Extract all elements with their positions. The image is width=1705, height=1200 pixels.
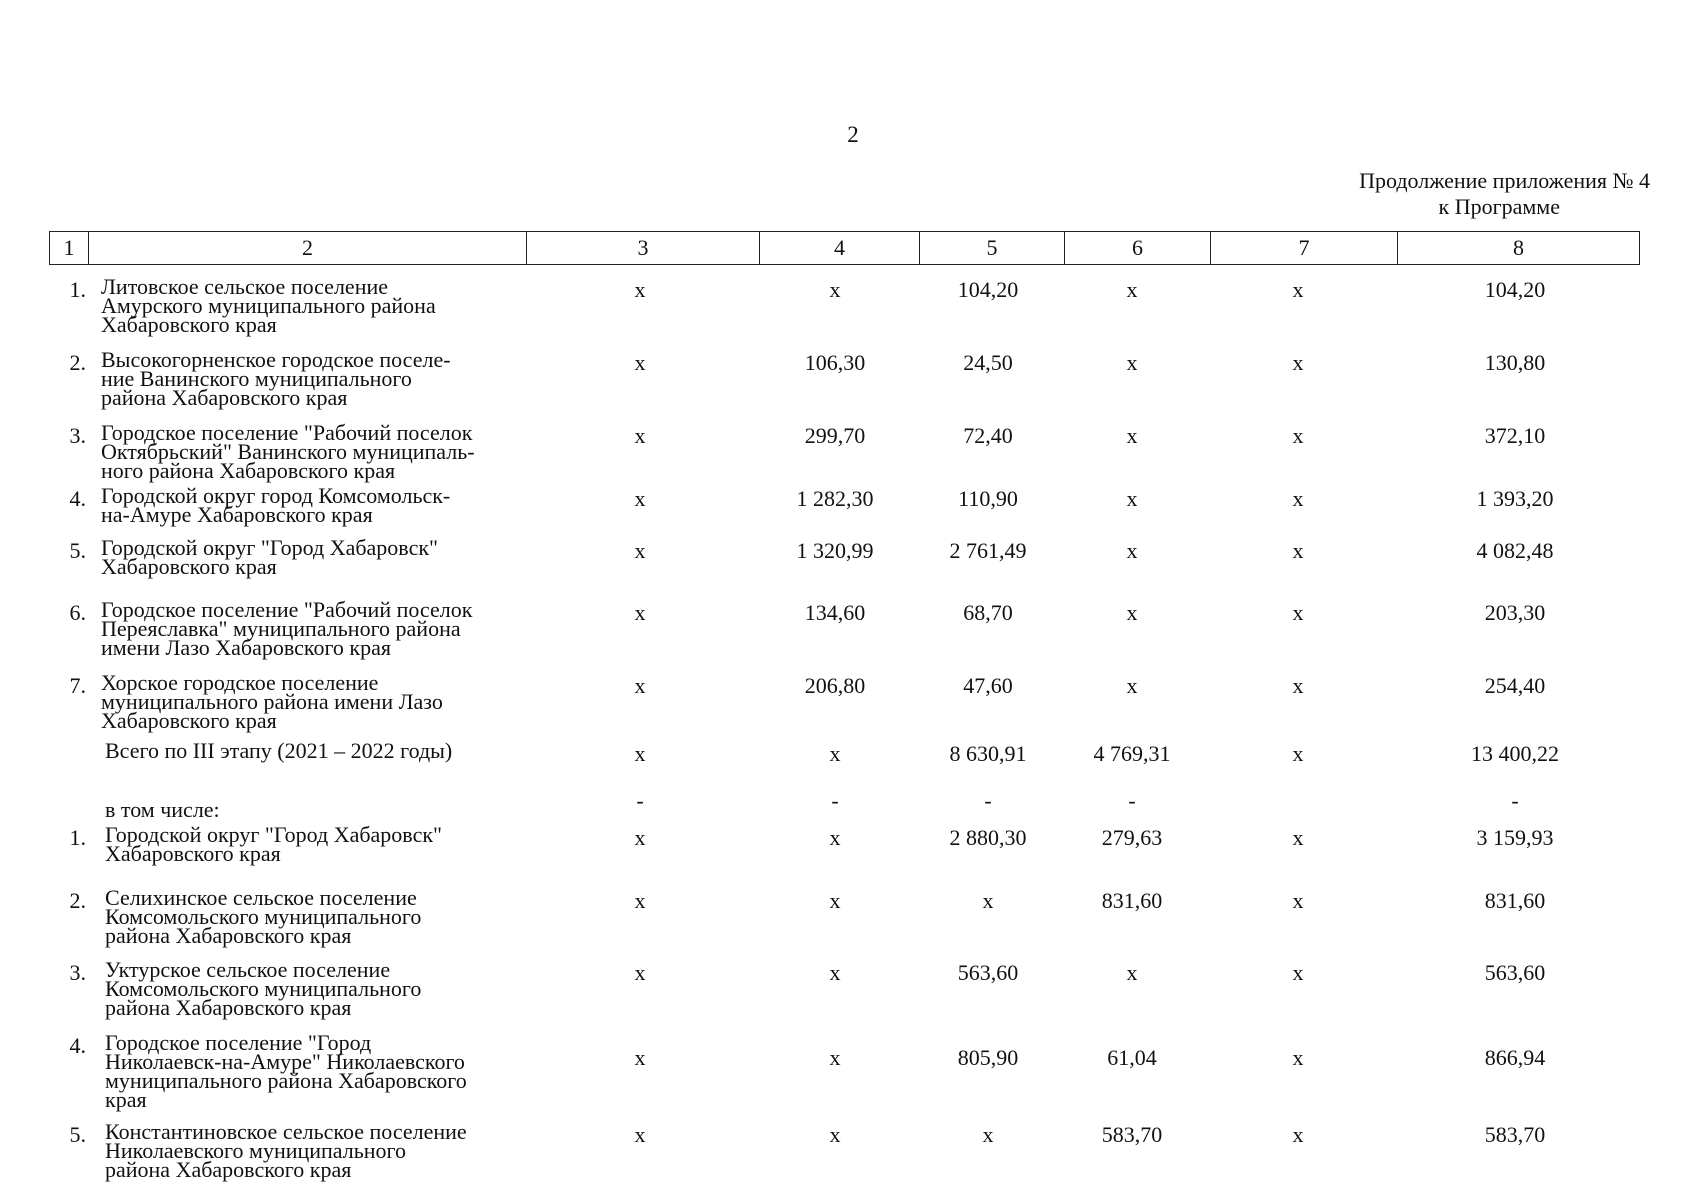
header-cell-1: 1 [50, 232, 89, 265]
page-number: 2 [847, 122, 859, 147]
cell-col5: 805,90 [957, 1045, 1019, 1070]
cell-col6: 4 769,31 [1093, 741, 1171, 766]
cell-col4: 299,70 [804, 423, 866, 448]
cell-col5: 104,20 [957, 277, 1019, 302]
cell-col6: - [1128, 788, 1136, 813]
cell-col5: - [984, 788, 992, 813]
cell-col5: 72,40 [963, 423, 1013, 448]
cell-col6: 583,70 [1101, 1122, 1163, 1147]
cell-col4: x [829, 888, 841, 913]
cell-col8: 254,40 [1484, 673, 1546, 698]
cell-col4: 1 282,30 [796, 486, 874, 511]
header-cell-4: 4 [760, 232, 920, 265]
cell-col7: x [1292, 741, 1304, 766]
row-name: Городской округ город Комсомольск- на-Амуре Хабаровского края [101, 483, 451, 527]
cell-col8: 4 082,48 [1476, 538, 1554, 563]
cell-col6: x [1126, 423, 1138, 448]
row-name: Городской округ "Город Хабаровск" Хабаровского края [101, 535, 439, 579]
cell-col5: 24,50 [963, 350, 1013, 375]
cell-col6: x [1126, 600, 1138, 625]
cell-col4: x [829, 741, 841, 766]
cell-col3: x [634, 486, 646, 511]
row-name: Городской округ "Город Хабаровск" Хабаровского края [105, 822, 443, 866]
row-number: 6. [69, 600, 86, 625]
row-number: 5. [69, 1122, 86, 1147]
cell-col5: 8 630,91 [949, 741, 1027, 766]
cell-col7: x [1292, 673, 1304, 698]
cell-col7: x [1292, 486, 1304, 511]
cell-col8: 203,30 [1484, 600, 1546, 625]
row-number: 1. [69, 277, 86, 302]
header-cell-2: 2 [89, 232, 527, 265]
cell-col7: x [1292, 1045, 1304, 1070]
header-cell-7: 7 [1211, 232, 1398, 265]
cell-col8: 583,70 [1484, 1122, 1546, 1147]
row-name: Высокогорненское городское поселе- ние Ванинского муниципального района Хабаровского края [101, 347, 451, 410]
cell-col8: 1 393,20 [1476, 486, 1554, 511]
cell-col4: x [829, 1122, 841, 1147]
cell-col8: 563,60 [1484, 960, 1546, 985]
cell-col7: x [1292, 1122, 1304, 1147]
cell-col7: x [1292, 538, 1304, 563]
row-name: Литовское сельское поселение Амурского муниципального района Хабаровского края [101, 274, 436, 337]
cell-col4: x [829, 1045, 841, 1070]
cell-col8: 372,10 [1484, 423, 1546, 448]
cell-col4: x [829, 277, 841, 302]
cell-col4: - [831, 788, 839, 813]
cell-col4: x [829, 825, 841, 850]
row-name: Селихинское сельское поселение Комсомольского муниципального района Хабаровского края [105, 885, 422, 948]
cell-col8: 13 400,22 [1471, 741, 1559, 766]
cell-col6: 279,63 [1101, 825, 1163, 850]
cell-col7: x [1292, 600, 1304, 625]
cell-col3: x [634, 825, 646, 850]
cell-col3: x [634, 888, 646, 913]
row-name: Городское поселение "Город Николаевск-на-Амуре" Николаевского муниципального района Хабаровского края [105, 1030, 467, 1112]
cell-col3: x [634, 960, 646, 985]
cell-col7: x [1292, 825, 1304, 850]
cell-col6: x [1126, 350, 1138, 375]
appendix-note [1250, 168, 1650, 220]
row-number: 2. [69, 888, 86, 913]
row-name: Уктурское сельское поселение Комсомольского муниципального района Хабаровского края [105, 957, 422, 1020]
cell-col3: x [634, 350, 646, 375]
cell-col4: 134,60 [804, 600, 866, 625]
cell-col5: 110,90 [958, 486, 1018, 511]
row-number: 2. [69, 350, 86, 375]
cell-col3: x [634, 423, 646, 448]
row-number: 3. [69, 423, 86, 448]
cell-col3: x [634, 600, 646, 625]
appendix-line-2: к Программе [1438, 194, 1560, 219]
cell-col8: 130,80 [1484, 350, 1546, 375]
cell-col3: x [634, 538, 646, 563]
row-name: Городское поселение "Рабочий поселок Переяславка" муниципального района имени Лазо Хабаровского края [101, 597, 473, 660]
cell-col6: 61,04 [1107, 1045, 1157, 1070]
cell-col5: 563,60 [957, 960, 1019, 985]
cell-col7: x [1292, 350, 1304, 375]
row-number: 1. [69, 825, 86, 850]
cell-col4: x [829, 960, 841, 985]
cell-col5: 68,70 [963, 600, 1013, 625]
cell-col7: x [1292, 888, 1304, 913]
cell-col8: 104,20 [1484, 277, 1546, 302]
cell-col6: x [1126, 673, 1138, 698]
row-name: Городское поселение "Рабочий поселок Октябрьский" Ванинского муниципаль- ного района Хабаровского края [101, 420, 475, 483]
row-name: Хорское городское поселение муниципального района имени Лазо Хабаровского края [101, 670, 443, 733]
cell-col8: 866,94 [1484, 1045, 1546, 1070]
cell-col7: x [1292, 960, 1304, 985]
appendix-line-1: Продолжение приложения № 4 [1359, 168, 1650, 193]
cell-col5: 2 880,30 [949, 825, 1027, 850]
cell-col5: x [982, 888, 994, 913]
cell-col3: - [636, 788, 644, 813]
column-number-header [49, 231, 1640, 265]
cell-col7: x [1292, 277, 1304, 302]
row-number: 5. [69, 538, 86, 563]
cell-col5: 2 761,49 [949, 538, 1027, 563]
row-number: 4. [69, 486, 86, 511]
cell-col5: 47,60 [963, 673, 1013, 698]
cell-col6: x [1126, 277, 1138, 302]
row-number: 3. [69, 960, 86, 985]
cell-col8: - [1511, 788, 1519, 813]
header-cell-5: 5 [920, 232, 1065, 265]
cell-col5: x [982, 1122, 994, 1147]
cell-col7: x [1292, 423, 1304, 448]
cell-col6: 831,60 [1101, 888, 1163, 913]
header-cell-8: 8 [1398, 232, 1640, 265]
cell-col6: x [1126, 960, 1138, 985]
row-name: Всего по III этапу (2021 – 2022 годы) [105, 738, 453, 763]
cell-col8: 831,60 [1484, 888, 1546, 913]
cell-col3: x [634, 1122, 646, 1147]
cell-col3: x [634, 673, 646, 698]
cell-col4: 1 320,99 [796, 538, 874, 563]
header-cell-3: 3 [527, 232, 760, 265]
cell-col6: x [1126, 486, 1138, 511]
row-number: 7. [69, 673, 86, 698]
row-name: Константиновское сельское поселение Николаевского муниципального района Хабаровского края [105, 1119, 467, 1182]
cell-col6: x [1126, 538, 1138, 563]
header-cell-6: 6 [1065, 232, 1211, 265]
row-number: 4. [69, 1033, 86, 1058]
cell-col8: 3 159,93 [1476, 825, 1554, 850]
cell-col4: 206,80 [804, 673, 866, 698]
cell-col3: x [634, 1045, 646, 1070]
cell-col3: x [634, 741, 646, 766]
cell-col3: x [634, 277, 646, 302]
cell-col4: 106,30 [804, 350, 866, 375]
row-name: в том числе: [105, 797, 220, 822]
